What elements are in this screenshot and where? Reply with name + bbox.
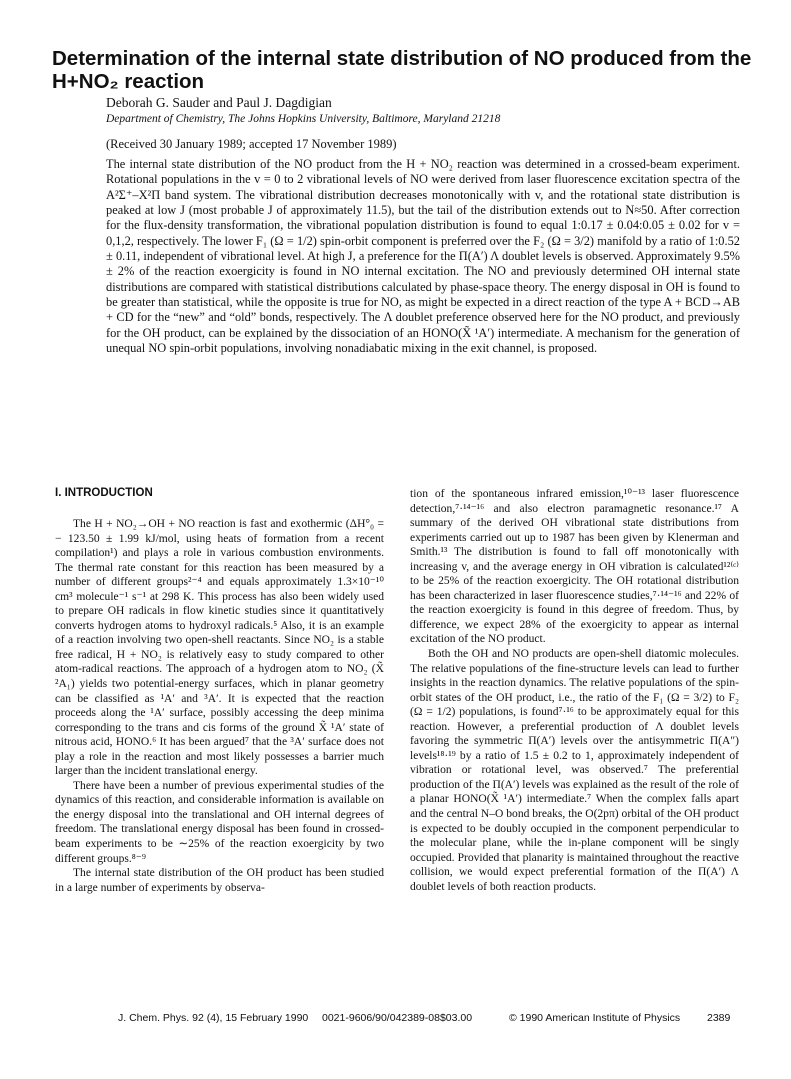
affiliation: Department of Chemistry, The Johns Hopkins University, Baltimore, Maryland 21218 [106,113,501,125]
right-column [410,487,739,894]
paragraph: The internal state distribution of the OH product has been studied in a large number of experiments by observa- [55,867,384,894]
journal-citation: J. Chem. Phys. 92 (4), 15 February 1990 [118,1012,309,1024]
abstract: The internal state distribution of the NO product from the H + NO₂ reaction was determined in a crossed-beam experiment. Rotational populations in the v = 0 to 2 vibrational levels of NO were derived from laser fluorescence excitation spectra of the A²Σ⁺–X²Π band system. The vibrational distribution decreases monotonically with v, and the rotational state distribution is peaked at low J (most probable J of approximately 11.5), but the tail of the distribution extends out to N≈50. After correction for the flux-density transformation, the vibrational population distribution is found to equal 1:0.17 ± 0.04:0.05 ± 0.02 for v = 0,1,2, respectively. The lower F₁ (Ω = 1/2) spin-orbit component is preferred over the F₂ (Ω = 3/2) manifold by a ratio of 1:0.52 ± 0.11, independent of vibrational level. At high J, a preference for the Π(A′) Λ doublet levels is observed. Approximately 9.5% ± 2% of the reaction exoergicity is found in NO internal excitation. The NO and previously determined OH internal state distributions are compared with statistical distributions calculated by phase-space theory. The energy disposal in OH is found to be greater than statistical, while the opposite is true for NO, as might be expected in a direct reaction of the type A + BCD→AB + CD for the “new” and “old” bonds, respectively. The Λ doublet preference observed here for the NO product, and previously for the OH product, can be explained by the dissociation of an HONO(X̃ ¹A′) intermediate. A mechanism for the generation of unequal NO spin-orbit populations, involving nonadiabatic mixing in the exit channel, is proposed. [106,157,740,356]
paragraph: The H + NO₂→OH + NO reaction is fast and exothermic (ΔH°₀ = − 123.50 ± 1.99 kJ/mol, using heats of formation from a recent compilation¹) and plays a role in various combustion environments. The thermal rate constant for this reaction has been measured by a number of different groups²⁻⁴ and equals approximately 1.3×10⁻¹⁰ cm³ molecule⁻¹ s⁻¹ at 298 K. This process has also been widely used to prepare OH radicals in flow kinetic studies since it quantitatively converts hydrogen atoms to hydroxyl radicals.⁵ Also, it is an example of a reaction involving two open-shell reactants. Since NO₂ is a stable free radical, H + NO₂ is relatively easy to study compared to other atom-radical reactions. The approach of a hydrogen atom to NO₂ (X̃ ²A₁) yields two potential-energy surfaces, which in planar geometry can be classified as ¹A′ and ³A′. It is expected that the reaction proceeds along the ¹A′ surface, possibly accessing the deep minima corresponding to the trans and cis forms of the ground X̃ ¹A′ state of nitrous acid, HONO.⁶ It has been argued⁷ that the ³A′ surface does not play a role in the reaction and most likely possesses a barrier much larger than the incident translational energy. [55,518,384,778]
article-code: 0021-9606/90/042389-08$03.00 [322,1012,473,1024]
paragraph: There have been a number of previous experimental studies of the dynamics of this reaction, and considerable information is available on the energy disposal into the translational and OH internal degrees of freedom. The translational energy disposal has been found in crossed-beam experiments to be ∼25% of the reaction exoergicity by two different groups.⁸⁻⁹ [55,779,384,865]
page-number: 2389 [707,1012,731,1024]
received-dates: (Received 30 January 1989; accepted 17 November 1989) [106,137,397,151]
section-heading: I. INTRODUCTION [55,487,153,499]
article-title: Determination of the internal state distribution of NO produced from the H+NO₂ reaction [52,47,752,93]
copyright: © 1990 American Institute of Physics [509,1012,681,1024]
paragraph: tion of the spontaneous infrared emission,¹⁰⁻¹³ laser fluorescence detection,⁷·¹⁴⁻¹⁶ and also electron paramagnetic resonance.¹⁷ A summary of the derived OH vibrational state distributions from experiments carried out up to 1987 has been given by Klenerman and Smith.¹³ The distribution is found to fall off monotonically with increasing v, and the average energy in OH vibration is calculated¹²⁽ᶜ⁾ to be 25% of the reaction exoergicity. The OH rotational distribution has been characterized in laser fluorescence studies,⁷·¹⁴⁻¹⁶ and 22% of the reaction exoergicity is found in this degree of freedom. Thus, by difference, we expect 28% of the exoergicity to appear as internal excitation of the NO product. [410,488,739,646]
authors: Deborah G. Sauder and Paul J. Dagdigian [106,95,332,110]
paragraph: Both the OH and NO products are open-shell diatomic molecules. The relative populations of the fine-structure levels can lead to further insights in the reaction dynamics. The relative populations of the spin-orbit states of the OH product, i.e., the ratio of the F₁ (Ω = 3/2) to F₂ (Ω = 1/2) populations, is found⁷·¹⁶ to be approximately equal for this reaction. However, a preferential production of Λ doublet levels favoring the symmetric Π(A′) levels over the antisymmetric Π(A″) levels¹⁸·¹⁹ by a ratio of 1.5 ± 0.2 to 1, approximately independent of vibration or rotational level, was observed.⁷ The preferential production of the Π(A′) levels was explained as the result of the role of a planar HONO(X̃ ¹A′) intermediate.⁷ When the complex falls apart and the central N–O bond breaks, the O(2pπ) orbital of the OH product is expected to be doubly occupied in the component perpendicular to the molecular plane, while the in-plane component will be singly occupied. Provided that planarity is maintained throughout the reactive collision, we would expect preferential formation of the Π(A′) Λ doublet levels of both reaction products. [410,648,739,893]
left-column [55,517,384,895]
